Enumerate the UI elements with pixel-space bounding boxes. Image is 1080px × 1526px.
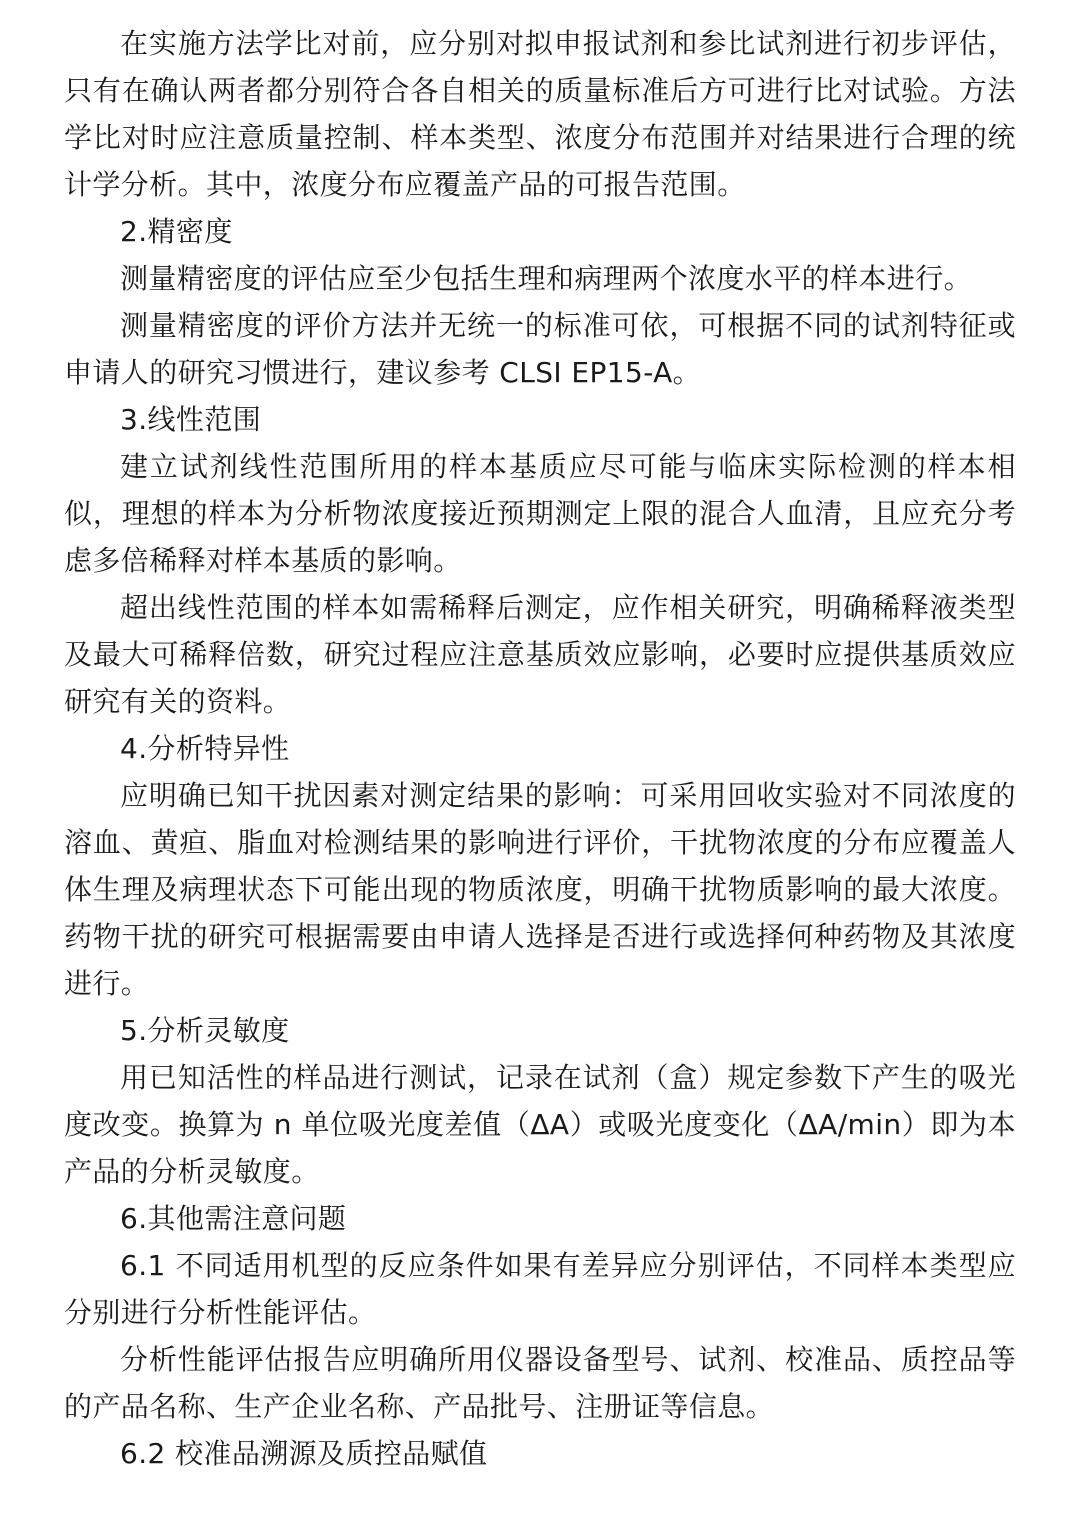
evaluation-report-paragraph: 分析性能评估报告应明确所用仪器设备型号、试剂、校准品、质控品等的产品名称、生产企业名称、产品批号、注册证等信息。 bbox=[64, 1343, 1016, 1423]
specificity-paragraph: 应明确已知干扰因素对测定结果的影响：可采用回收实验对不同浓度的溶血、黄疸、脂血对检测结果的影响进行评价，干扰物浓度的分布应覆盖人体生理及病理状态下可能出现的物质浓度，明确干扰物质影响的最大浓度。药物干扰的研究可根据需要由申请人选择是否进行或选择何种药物及其浓度进行。 bbox=[64, 779, 1016, 1000]
section-heading-precision: 2.精密度 bbox=[120, 215, 233, 248]
section-heading-sensitivity: 5.分析灵敏度 bbox=[120, 1014, 290, 1047]
section-heading-other-issues: 6.其他需注意问题 bbox=[120, 1202, 347, 1235]
section-heading-linear-range: 3.线性范围 bbox=[120, 403, 262, 436]
other-issues-paragraph-6-1: 6.1 不同适用机型的反应条件如果有差异应分别评估，不同样本类型应分别进行分析性能评估。 bbox=[64, 1249, 1016, 1329]
calibrator-traceability-heading: 6.2 校准品溯源及质控品赋值 bbox=[120, 1437, 488, 1470]
method-comparison-paragraph: 在实施方法学比对前，应分别对拟申报试剂和参比试剂进行初步评估，只有在确认两者都分别符合各自相关的质量标准后方可进行比对试验。方法学比对时应注意质量控制、样本类型、浓度分布范围并对结果进行合理的统计学分析。其中，浓度分布应覆盖产品的可报告范围。 bbox=[64, 27, 1016, 201]
section-heading-specificity: 4.分析特异性 bbox=[120, 732, 290, 765]
linear-range-paragraph-1: 建立试剂线性范围所用的样本基质应尽可能与临床实际检测的样本相似，理想的样本为分析物浓度接近预期测定上限的混合人血清，且应充分考虑多倍稀释对样本基质的影响。 bbox=[64, 450, 1016, 577]
precision-paragraph-1: 测量精密度的评估应至少包括生理和病理两个浓度水平的样本进行。 bbox=[120, 262, 973, 295]
linear-range-paragraph-2: 超出线性范围的样本如需稀释后测定，应作相关研究，明确稀释液类型及最大可稀释倍数，研究过程应注意基质效应影响，必要时应提供基质效应研究有关的资料。 bbox=[64, 591, 1016, 718]
precision-paragraph-2: 测量精密度的评价方法并无统一的标准可依，可根据不同的试剂特征或申请人的研究习惯进行，建议参考 CLSI EP15-A。 bbox=[64, 309, 1016, 389]
sensitivity-paragraph: 用已知活性的样品进行测试，记录在试剂（盒）规定参数下产生的吸光度改变。换算为 n 单位吸光度差值（ΔA）或吸光度变化（ΔA/min）即为本产品的分析灵敏度。 bbox=[64, 1061, 1016, 1188]
